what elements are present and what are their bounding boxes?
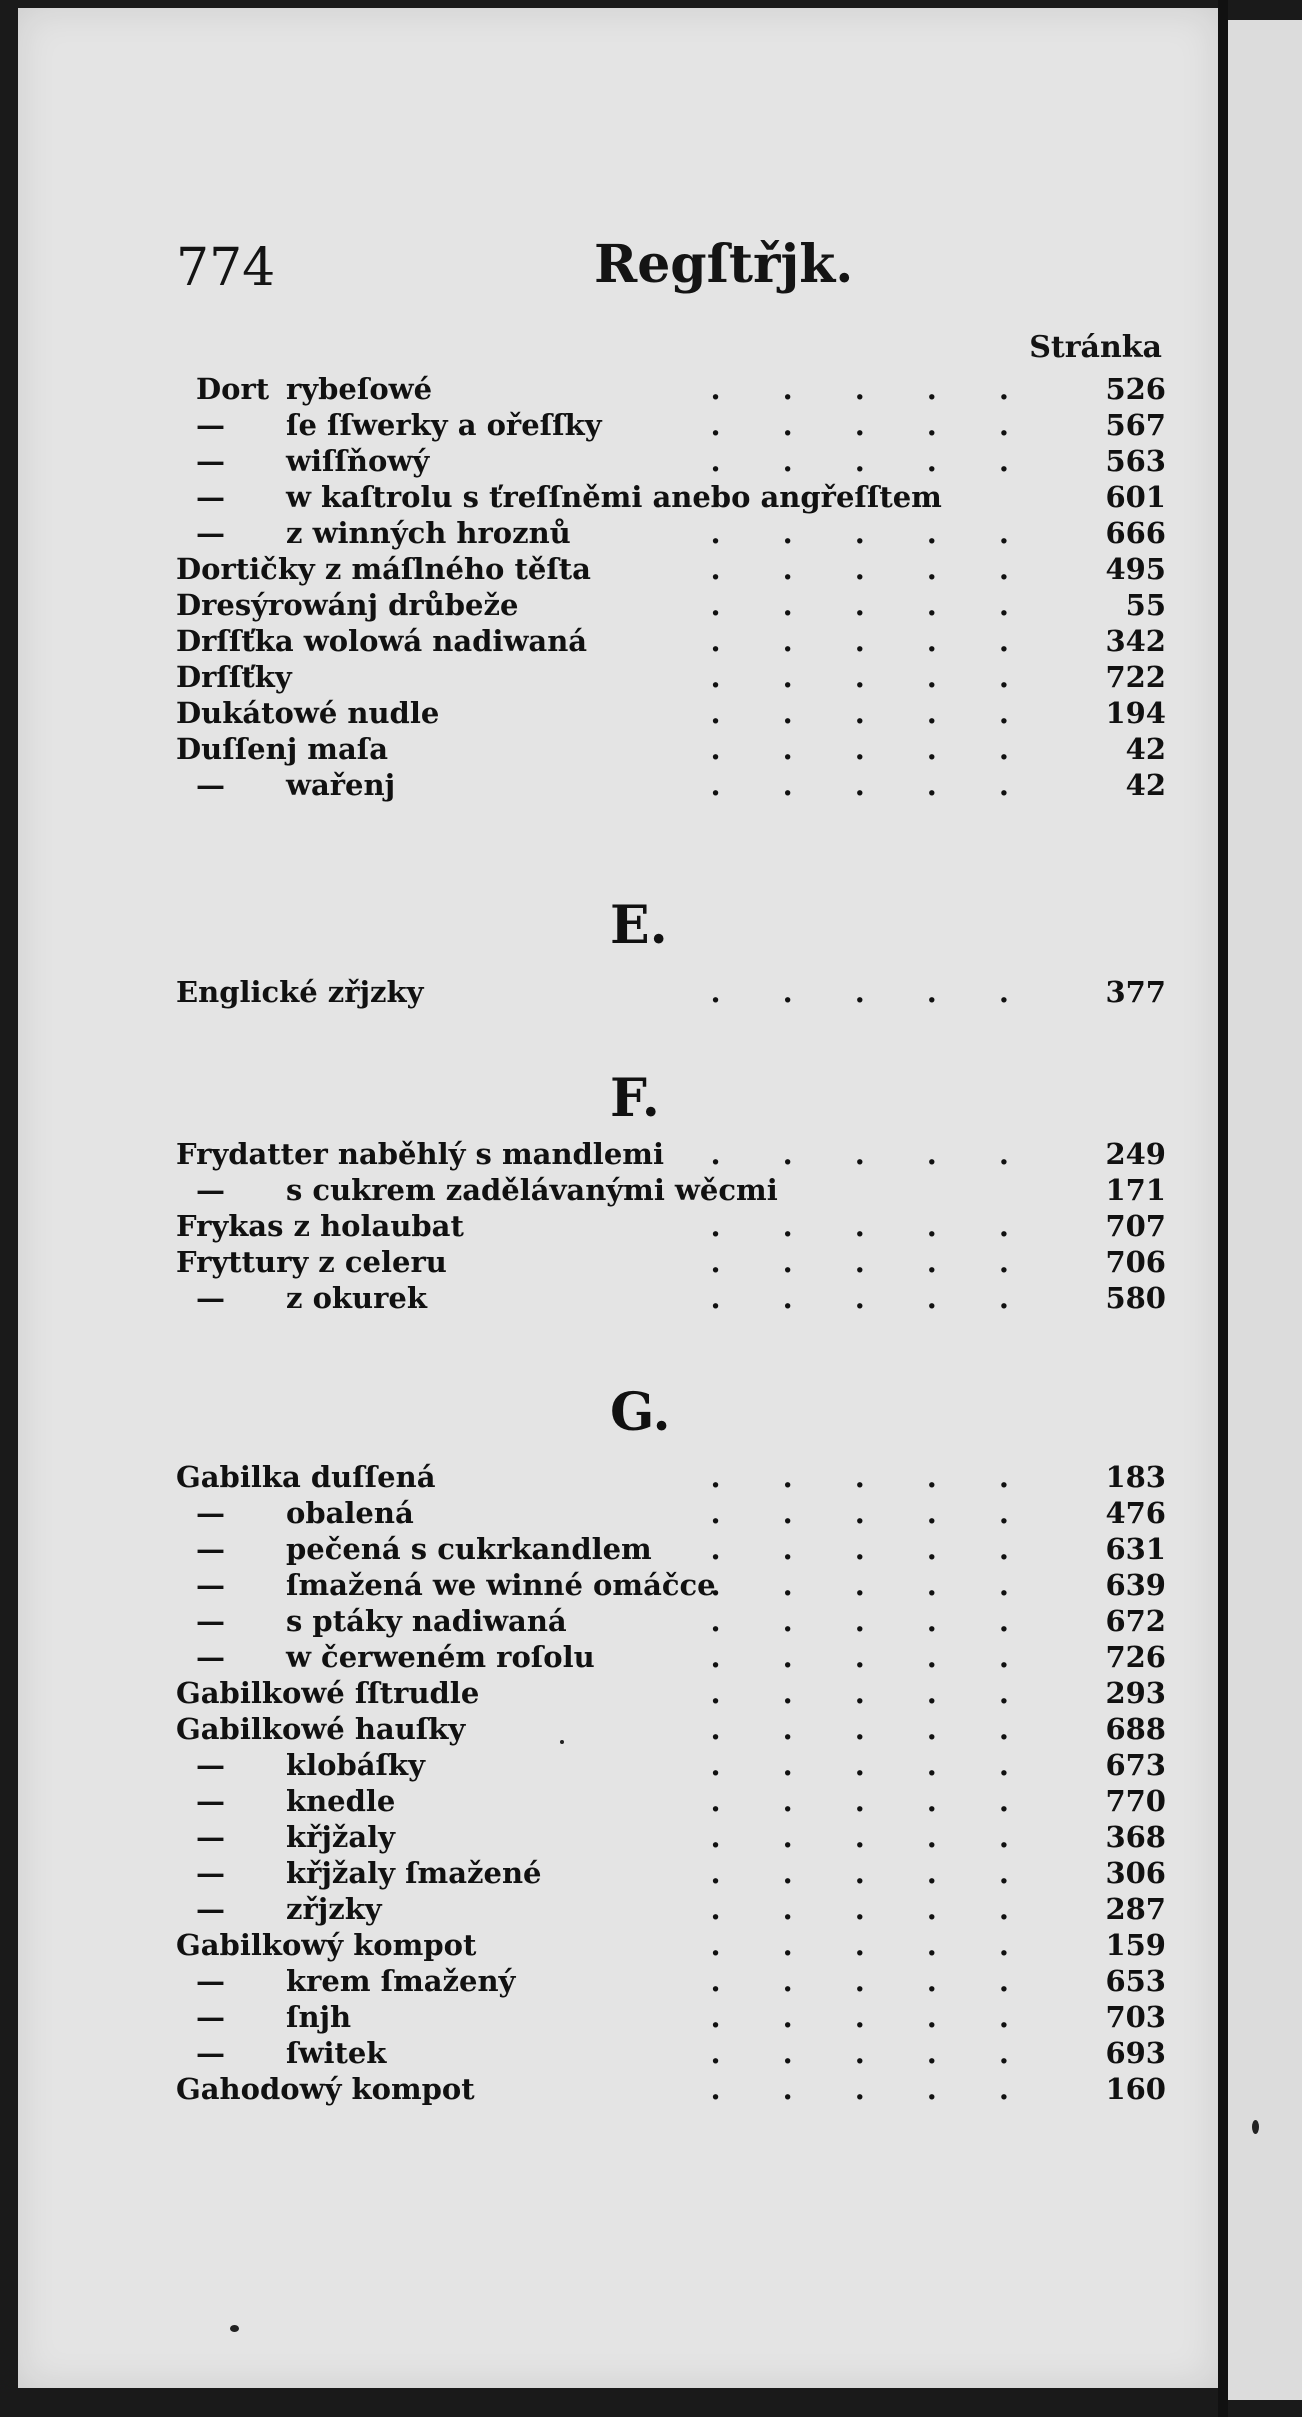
entry-text: Duſſenj maſa bbox=[176, 732, 389, 766]
entry-page-number: 287 bbox=[1105, 1892, 1166, 1926]
entry-continuation-dash: — bbox=[196, 1568, 225, 1602]
leader-dots: ..... bbox=[710, 1245, 1071, 1279]
entry-text: Dresýrowánj drůbeže bbox=[176, 588, 519, 622]
leader-dots: ..... bbox=[710, 2072, 1071, 2106]
entry-continuation-dash: — bbox=[196, 480, 225, 514]
entry-text: obalená bbox=[286, 1496, 414, 1530]
entry-continuation-dash: — bbox=[196, 1964, 225, 1998]
entry-continuation-dash: — bbox=[196, 1892, 225, 1926]
entry-text: Fryttury z celeru bbox=[176, 1245, 447, 1279]
leader-dots: ..... bbox=[710, 975, 1071, 1009]
entry-text: krem ſmažený bbox=[286, 1964, 516, 1998]
entry-text: Frydatter naběhlý s mandlemi bbox=[176, 1137, 664, 1171]
entry-page-number: 688 bbox=[1105, 1712, 1166, 1746]
index-entry bbox=[176, 444, 1166, 482]
entry-text: Gabilkowý kompot bbox=[176, 1928, 477, 1962]
entry-text: Gahodowý kompot bbox=[176, 2072, 475, 2106]
entry-page-number: 249 bbox=[1105, 1137, 1166, 1171]
index-entry bbox=[176, 1604, 1166, 1642]
entry-continuation-dash: — bbox=[196, 1640, 225, 1674]
index-entry bbox=[176, 1928, 1166, 1966]
entry-text: klobáſky bbox=[286, 1748, 425, 1782]
leader-dots: ..... bbox=[710, 1676, 1071, 1710]
index-entry bbox=[176, 552, 1166, 590]
entry-page-number: 476 bbox=[1105, 1496, 1166, 1530]
entry-page-number: 580 bbox=[1105, 1281, 1166, 1315]
entry-continuation-dash: — bbox=[196, 1856, 225, 1890]
entry-continuation-dash: — bbox=[196, 2036, 225, 2070]
entry-page-number: 42 bbox=[1125, 768, 1166, 802]
section-letter-e: E. bbox=[610, 895, 668, 956]
entry-continuation-dash: — bbox=[196, 768, 225, 802]
index-entry bbox=[176, 1640, 1166, 1678]
section-letter-g: G. bbox=[610, 1382, 671, 1443]
index-entry bbox=[176, 1676, 1166, 1714]
leader-dots: ..... bbox=[710, 1137, 1071, 1171]
entry-continuation-dash: — bbox=[196, 516, 225, 550]
index-entry bbox=[176, 2072, 1166, 2110]
entry-page-number: 706 bbox=[1105, 1245, 1166, 1279]
index-entry bbox=[176, 1784, 1166, 1822]
leader-dots: ..... bbox=[710, 1532, 1071, 1566]
entry-text: pečená s cukrkandlem bbox=[286, 1532, 652, 1566]
entry-page-number: 368 bbox=[1105, 1820, 1166, 1854]
index-entry bbox=[176, 1712, 1166, 1750]
entry-continuation-dash: — bbox=[196, 1496, 225, 1530]
entry-text: z winných hroznů bbox=[286, 516, 571, 550]
entry-page-number: 601 bbox=[1105, 480, 1166, 514]
entry-continuation-dash: — bbox=[196, 408, 225, 442]
index-entry bbox=[176, 1856, 1166, 1894]
leader-dots: ..... bbox=[710, 1640, 1071, 1674]
index-entry bbox=[176, 2036, 1166, 2074]
facing-page-edge bbox=[1228, 20, 1302, 2400]
entry-page-number: 672 bbox=[1105, 1604, 1166, 1638]
leader-dots: ..... bbox=[710, 1568, 1071, 1602]
leader-dots: ..... bbox=[710, 516, 1071, 550]
index-entry bbox=[176, 1460, 1166, 1498]
index-entry bbox=[176, 372, 1166, 410]
leader-dots: ..... bbox=[710, 372, 1071, 406]
leader-dots: ..... bbox=[710, 1604, 1071, 1638]
index-entry bbox=[176, 1209, 1166, 1247]
entry-text: Drſſťky bbox=[176, 660, 292, 694]
leader-dots: ..... bbox=[710, 1281, 1071, 1315]
column-header-page: Stránka bbox=[1029, 330, 1162, 365]
entry-page-number: 42 bbox=[1125, 732, 1166, 766]
entry-text: ſe ſſwerky a ořeſſky bbox=[286, 408, 602, 442]
entry-text: zřjzky bbox=[286, 1892, 382, 1926]
index-entry bbox=[176, 1173, 1166, 1211]
leader-dots: ..... bbox=[710, 2000, 1071, 2034]
index-entry bbox=[176, 1532, 1166, 1570]
index-entry bbox=[176, 1820, 1166, 1858]
entry-page-number: 293 bbox=[1105, 1676, 1166, 1710]
page-gutter-shadow bbox=[1218, 0, 1228, 2417]
entry-page-number: 306 bbox=[1105, 1856, 1166, 1890]
leader-dots: ..... bbox=[710, 1856, 1071, 1890]
section-letter-f: F. bbox=[610, 1068, 660, 1129]
entry-text: Gabilkowé ſſtrudle bbox=[176, 1676, 480, 1710]
index-entry bbox=[176, 1964, 1166, 2002]
entry-page-number: 159 bbox=[1105, 1928, 1166, 1962]
entry-text: Dukátowé nudle bbox=[176, 696, 440, 730]
leader-dots: ..... bbox=[710, 1964, 1071, 1998]
index-entry bbox=[176, 696, 1166, 734]
page-number: 774 bbox=[176, 238, 276, 298]
entry-page-number: 495 bbox=[1105, 552, 1166, 586]
entry-text: Gabilkowé hauſky bbox=[176, 1712, 466, 1746]
index-entry bbox=[176, 1892, 1166, 1930]
entry-page-number: 653 bbox=[1105, 1964, 1166, 1998]
entry-text: s ptáky nadiwaná bbox=[286, 1604, 567, 1638]
ink-speck bbox=[1252, 2120, 1259, 2134]
entry-text: Dortičky z máſlného těſta bbox=[176, 552, 591, 586]
leader-dots: ..... bbox=[710, 552, 1071, 586]
index-entry bbox=[176, 480, 1166, 518]
entry-text: křjžaly ſmažené bbox=[286, 1856, 542, 1890]
index-entry bbox=[176, 516, 1166, 554]
leader-dots: ..... bbox=[710, 588, 1071, 622]
leader-dots: ..... bbox=[710, 408, 1071, 442]
entry-text: w kaſtrolu s ťreſſněmi anebo angřeſſtem bbox=[286, 480, 942, 514]
entry-continuation-dash: — bbox=[196, 1532, 225, 1566]
entry-page-number: 693 bbox=[1105, 2036, 1166, 2070]
index-entry bbox=[176, 1137, 1166, 1175]
entry-text: wiſſňowý bbox=[286, 444, 430, 478]
entry-text: Englické zřjzky bbox=[176, 975, 424, 1009]
leader-dots: ..... bbox=[710, 696, 1071, 730]
leader-dots: ..... bbox=[710, 444, 1071, 478]
index-entry bbox=[176, 588, 1166, 626]
entry-page-number: 666 bbox=[1105, 516, 1166, 550]
leader-dots: ..... bbox=[710, 660, 1071, 694]
entry-page-number: 183 bbox=[1105, 1460, 1166, 1494]
index-entry bbox=[176, 624, 1166, 662]
entry-page-number: 342 bbox=[1105, 624, 1166, 658]
ink-speck bbox=[560, 1740, 564, 1744]
entry-page-number: 526 bbox=[1105, 372, 1166, 406]
entry-page-number: 707 bbox=[1105, 1209, 1166, 1243]
entry-text: rybeſowé bbox=[286, 372, 433, 406]
entry-text: ſwitek bbox=[286, 2036, 387, 2070]
entry-page-number: 160 bbox=[1105, 2072, 1166, 2106]
index-entry bbox=[176, 1245, 1166, 1283]
entry-text: Frykas z holaubat bbox=[176, 1209, 464, 1243]
entry-page-number: 194 bbox=[1105, 696, 1166, 730]
entry-text: w čerweném roſolu bbox=[286, 1640, 595, 1674]
entry-text: wařenj bbox=[286, 768, 396, 802]
index-entry bbox=[176, 732, 1166, 770]
leader-dots: ..... bbox=[710, 624, 1071, 658]
entry-continuation-dash: — bbox=[196, 2000, 225, 2034]
index-entry bbox=[176, 768, 1166, 806]
leader-dots: ..... bbox=[710, 1712, 1071, 1746]
entry-text: ſmažená we winné omáčce bbox=[286, 1568, 716, 1602]
ink-speck bbox=[230, 2325, 239, 2332]
entry-continuation-dash: — bbox=[196, 444, 225, 478]
leader-dots: ..... bbox=[710, 1784, 1071, 1818]
entry-text: Gabilka duſſená bbox=[176, 1460, 436, 1494]
leader-dots: ..... bbox=[710, 768, 1071, 802]
leader-dots: ..... bbox=[710, 1928, 1071, 1962]
entry-continuation-dash: — bbox=[196, 1784, 225, 1818]
entry-continuation-dash: — bbox=[196, 1604, 225, 1638]
entry-continuation-dash: — bbox=[196, 1748, 225, 1782]
entry-continuation-dash: — bbox=[196, 1281, 225, 1315]
entry-page-number: 377 bbox=[1105, 975, 1166, 1009]
index-entry bbox=[176, 1281, 1166, 1319]
leader-dots: ..... bbox=[710, 732, 1071, 766]
entry-page-number: 703 bbox=[1105, 2000, 1166, 2034]
entry-text: s cukrem zadělávanými wěcmi bbox=[286, 1173, 778, 1207]
index-entry bbox=[176, 1568, 1166, 1606]
entry-page-number: 770 bbox=[1105, 1784, 1166, 1818]
entry-continuation-dash: Dort bbox=[196, 372, 270, 406]
page-title: Regſtřjk. bbox=[594, 234, 854, 295]
entry-page-number: 639 bbox=[1105, 1568, 1166, 1602]
entry-text: Drſſťka wolowá nadiwaná bbox=[176, 624, 588, 658]
entry-page-number: 726 bbox=[1105, 1640, 1166, 1674]
index-entry bbox=[176, 1748, 1166, 1786]
index-entry bbox=[176, 408, 1166, 446]
leader-dots: ..... bbox=[710, 1820, 1071, 1854]
entry-text: z okurek bbox=[286, 1281, 427, 1315]
index-entry bbox=[176, 1496, 1166, 1534]
entry-page-number: 563 bbox=[1105, 444, 1166, 478]
entry-page-number: 55 bbox=[1125, 588, 1166, 622]
entry-text: knedle bbox=[286, 1784, 396, 1818]
entry-text: ſnjh bbox=[286, 2000, 352, 2034]
index-entry bbox=[176, 2000, 1166, 2038]
index-entry bbox=[176, 660, 1166, 698]
leader-dots: ..... bbox=[710, 1460, 1071, 1494]
leader-dots: ..... bbox=[710, 2036, 1071, 2070]
entry-page-number: 673 bbox=[1105, 1748, 1166, 1782]
entry-page-number: 631 bbox=[1105, 1532, 1166, 1566]
entry-page-number: 171 bbox=[1105, 1173, 1166, 1207]
leader-dots: ..... bbox=[710, 1748, 1071, 1782]
entry-text: křjžaly bbox=[286, 1820, 395, 1854]
leader-dots: ..... bbox=[710, 1892, 1071, 1926]
leader-dots: ..... bbox=[710, 1209, 1071, 1243]
entry-continuation-dash: — bbox=[196, 1820, 225, 1854]
entry-page-number: 722 bbox=[1105, 660, 1166, 694]
index-entry bbox=[176, 975, 1166, 1013]
entry-continuation-dash: — bbox=[196, 1173, 225, 1207]
leader-dots: ..... bbox=[710, 1496, 1071, 1530]
entry-page-number: 567 bbox=[1105, 408, 1166, 442]
